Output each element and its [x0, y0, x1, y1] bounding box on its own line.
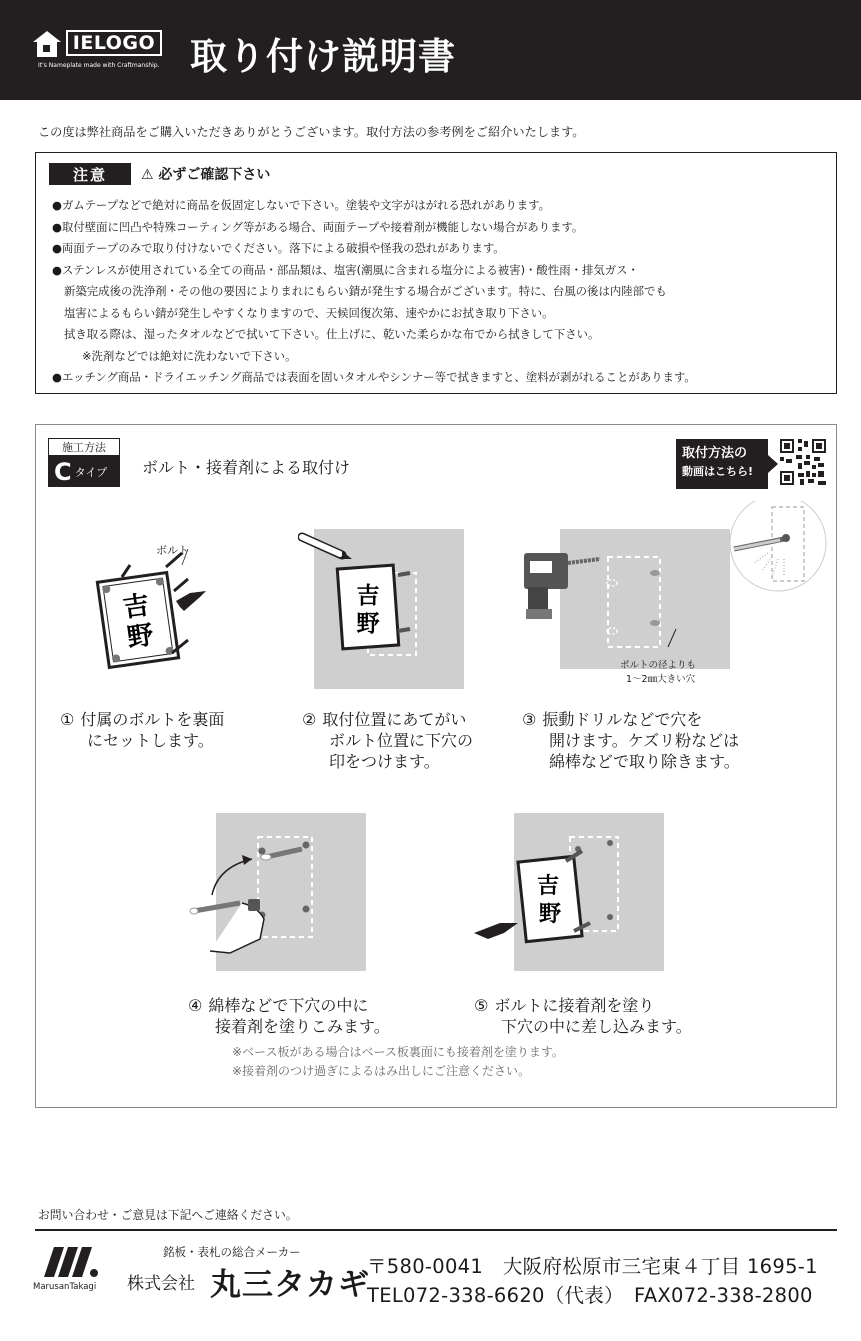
footer-divider [35, 1229, 837, 1231]
brand-tagline: It's Nameplate made with Craftmanship. [38, 62, 160, 69]
notice-tag: 注意 [49, 163, 131, 185]
video-badge-line2: 動画はこちら! [682, 465, 754, 478]
notice-line: ●ガムテープなどで絶対に商品を仮固定しないで下さい。塗装や文字がはがれる恐れがあります。 [52, 198, 551, 212]
video-link-badge[interactable] [676, 439, 768, 489]
intro-text: この度は弊社商品をご購入いただきありがとうございます。取付方法の参考例をご紹介いたします。 [38, 125, 585, 139]
method-note: ※ベース板がある場合はベース板裏面にも接着剤を塗ります。 [232, 1045, 564, 1059]
maker-name: 丸三タカギ [210, 1267, 370, 1303]
plate-char-2: 野 [356, 610, 380, 637]
video-badge-line1: 取付方法の [682, 446, 748, 461]
plate-char-1: 吉 [536, 873, 560, 899]
notice-box [35, 152, 837, 394]
method-type-suffix: タイプ [74, 465, 108, 479]
notice-line: ●ステンレスが使用されている全ての商品・部品類は、塩害(潮風に含まれる塩分による被害)・酸性雨・排気ガス・ [52, 262, 639, 277]
step5-illustration [470, 811, 670, 973]
step-5-text: ⑤ ボルトに接着剤を塗り 下穴の中に差し込みます。 [474, 996, 692, 1036]
maker-corp-prefix: 株式会社 [127, 1274, 195, 1294]
notice-list [52, 195, 836, 389]
hole-note-line1: ボルトの径よりも [620, 660, 697, 671]
house-logo-icon [32, 30, 62, 58]
page-title: 取り付け説明書 [190, 35, 456, 78]
notice-line: 塩害によるもらい錆が発生しやすくなりますので、天候回復次第、速やかにお拭き取り下さい。 [64, 305, 554, 320]
notice-line: ●取付壁面に凹凸や特殊コーティング等がある場合、両面テープや接着剤が機能しない場合があります。 [52, 219, 584, 234]
maker-subtitle: 銘板・表札の総合メーカー [163, 1245, 301, 1259]
notice-line: ※洗剤などでは絶対に洗わないで下さい。 [82, 348, 297, 363]
step-2-text: ② 取付位置にあてがい ボルト位置に下穴の 印をつけます。 [302, 710, 474, 771]
notice-line: ●エッチング商品・ドライエッチング商品では表面を固いタオルやシンナー等で拭きますと、塗料が剥がれることがあります。 [52, 370, 696, 384]
notice-heading: ⚠ 必ずご確認下さい [141, 167, 271, 183]
maker-logo-icon [38, 1243, 106, 1279]
method-note: ※接着剤のつけ過ぎによるはみ出しにご注意ください。 [232, 1064, 531, 1078]
bolt-label: ボルト [156, 544, 189, 557]
plate-char-2: 野 [538, 901, 562, 927]
plate-char-1: 吉 [356, 582, 380, 609]
notice-line: ●両面テープのみで取り付けないでください。落下による破損や怪我の恐れがあります。 [52, 241, 505, 255]
step4-illustration [182, 811, 372, 973]
maker-brand-en: MarusanTakagi [33, 1282, 97, 1292]
method-type-letter: C [54, 457, 72, 486]
method-section [35, 424, 837, 1108]
plate-char-2: 野 [125, 620, 156, 654]
method-type-badge [48, 456, 120, 487]
step2-illustration [298, 525, 468, 690]
header-bar [0, 0, 861, 100]
method-notes [232, 1043, 564, 1081]
notice-line: 新築完成後の洗浄剤・その他の要因によりまれにもらい錆が発生する場合がございます。特に、台風の後は内陸部でも [64, 284, 667, 298]
company-address: 〒580-0041 大阪府松原市三宅東４丁目 1695-1 [367, 1255, 818, 1278]
step-3-text: ③ 振動ドリルなどで穴を 開けます。ケズリ粉などは 綿棒などで取り除きます。 [522, 710, 740, 771]
plate-char-1: 吉 [121, 590, 152, 624]
notice-line: 拭き取る際は、湿ったタオルなどで拭いて下さい。仕上げに、乾いた柔らかな布でから拭きして下さい。 [64, 327, 600, 341]
step-1-text: ① 付属のボルトを裏面 にセットします。 [60, 710, 225, 750]
company-phone-fax: TEL072-338-6620（代表） FAX072-338-2800 [367, 1284, 813, 1307]
brand-logo: IELOGO [66, 30, 162, 56]
method-tag-label: 施工方法 [48, 438, 120, 456]
contact-lead: お問い合わせ・ご意見は下記へご連絡ください。 [38, 1208, 298, 1222]
hole-note-line2: 1〜2㎜大きい穴 [626, 674, 696, 685]
method-title: ボルト・接着剤による取付け [142, 458, 351, 477]
step-4-text: ④ 綿棒などで下穴の中に 接着剤を塗りこみます。 [188, 996, 390, 1036]
qr-code-icon[interactable] [780, 439, 826, 485]
